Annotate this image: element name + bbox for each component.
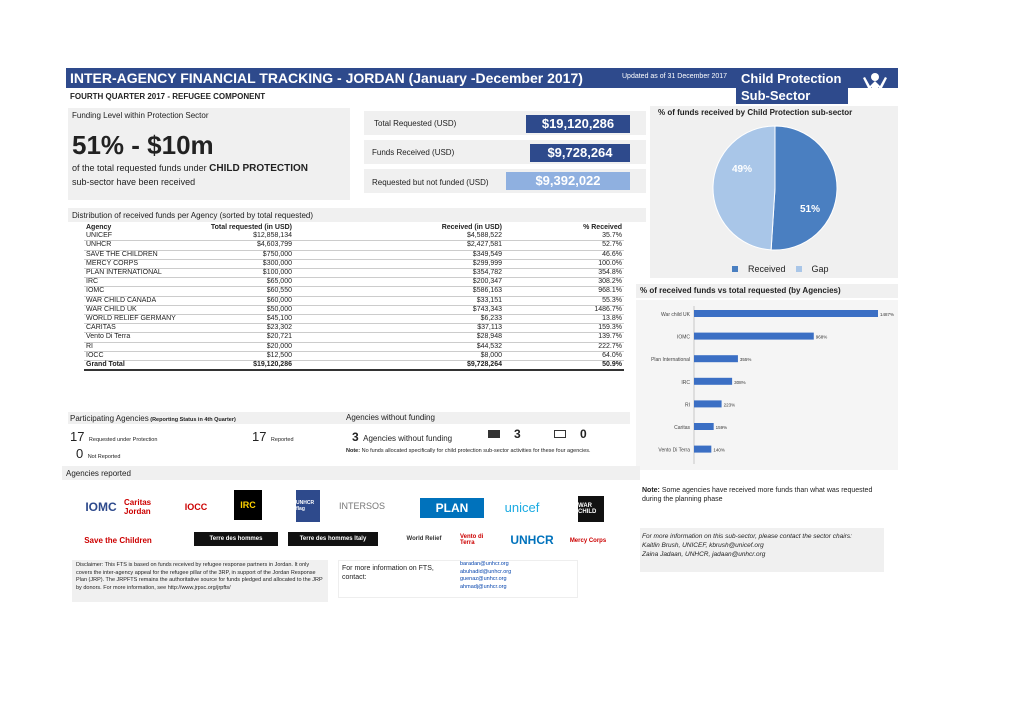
logo-terre-des-hommes: Terre des hommes — [194, 532, 278, 546]
table-row — [84, 305, 624, 314]
bar-category-label: IRC — [681, 379, 690, 386]
cell-received: $6,233 — [294, 315, 504, 324]
cell-pct: 100.0% — [504, 259, 624, 268]
fts-email-1[interactable]: baradan@unhcr.org — [460, 561, 509, 567]
cell-received: $8,000 — [294, 351, 504, 360]
un-count: 0 — [580, 427, 587, 441]
cell-requested: $65,000 — [184, 278, 294, 287]
cell-agency: UNHCR — [84, 241, 184, 250]
cell-agency: IOCC — [84, 351, 184, 360]
contact-info — [642, 532, 884, 559]
subtitle: FOURTH QUARTER 2017 - REFUGEE COMPONENT — [70, 92, 266, 101]
bar-value-label: 355% — [739, 357, 752, 363]
funding-desc-2: sub-sector have been received — [72, 177, 196, 187]
cell-requested: $4,603,799 — [184, 241, 294, 250]
bar-value-label: 308% — [734, 379, 746, 385]
cell-received: $200,347 — [294, 278, 504, 287]
cell-requested: $45,100 — [184, 315, 294, 324]
requested-count-block — [70, 428, 157, 446]
fts-emails — [460, 561, 511, 591]
th-agency: Agency — [86, 224, 112, 231]
table-row — [84, 287, 624, 296]
cell-pct: 968.1% — [504, 287, 624, 296]
participating-title-sub: (Reporting Status in 4th Quarter) — [148, 417, 236, 423]
cell-requested: $60,000 — [184, 296, 294, 305]
legend-received: Received — [748, 264, 786, 274]
ngo-count: 3 — [514, 427, 521, 441]
cell-agency: Vento Di Terra — [84, 333, 184, 342]
table-row — [84, 351, 624, 360]
bar-note-text: Some agencies have received more funds than what was requested during the planning phase — [642, 487, 873, 503]
without-funding-block — [352, 428, 452, 446]
bar-category-label: IOMC — [676, 334, 690, 341]
funding-desc-sector: CHILD PROTECTION — [209, 163, 309, 174]
bar-category-label: Caritas — [674, 425, 690, 431]
logo-terre-des-hommes-italy: Terre des hommes Italy — [288, 532, 378, 546]
funding-desc-1: of the total requested funds under — [72, 163, 207, 173]
table-row — [84, 232, 624, 241]
logo-iomc: IOMC — [85, 500, 117, 514]
participating-title-main: Participating Agencies — [70, 414, 149, 423]
cell-agency: PLAN INTERNATIONAL — [84, 269, 184, 278]
un-icon — [554, 430, 566, 438]
logo-caritas: Caritas Jordan — [124, 498, 152, 516]
cell-received: $354,782 — [294, 269, 504, 278]
cell-requested: $20,721 — [184, 333, 294, 342]
reported-count-block — [252, 428, 294, 446]
cell-received: $743,343 — [294, 305, 504, 314]
cell-agency: IRC — [84, 278, 184, 287]
disclaimer-text: Disclaimer: This FTS is based on funds received by refugee response partners in Jordan. It only covers the inter-agency appeal for the refugee pillar of the 3RP, in support of the Jordan Response Plan (JRP). The JRPFTS remains the authoritative source for funds pledged and allocated to the JRP by donors. For more information, see http://www.jrpsc.org/jrpfts/ — [76, 562, 323, 591]
requested-count: 17 — [70, 429, 85, 444]
without-funding-note-bold: Note: — [346, 448, 361, 454]
cell-requested: $20,000 — [184, 342, 294, 351]
cell-received: $28,948 — [294, 333, 504, 342]
funds-received-value: $9,728,264 — [530, 144, 630, 162]
cell-agency: WAR CHILD UK — [84, 305, 184, 314]
total-requested-label: Total Requested (USD) — [374, 119, 457, 128]
cell-agency: WAR CHILD CANADA — [84, 296, 184, 305]
table-row — [84, 342, 624, 351]
without-funding-title: Agencies without funding — [346, 413, 435, 422]
without-funding-label: Agencies without funding — [363, 434, 453, 443]
cell-requested: $60,550 — [184, 287, 294, 296]
not-funded-value: $9,392,022 — [506, 172, 630, 190]
bar-chart-title: % of received funds vs total requested (by Agencies) — [640, 286, 841, 295]
legend-swatch-received — [732, 266, 738, 272]
logo-vento-di-terra: Vento di Terra — [460, 534, 484, 546]
cell-pct: 308.2% — [504, 278, 624, 287]
cell-requested: $12,500 — [184, 351, 294, 360]
cell-agency: UNICEF — [84, 232, 184, 241]
cell-received: $44,532 — [294, 342, 504, 351]
cell-pct: 52.7% — [504, 241, 624, 250]
bar — [694, 446, 711, 453]
cell-received: $4,588,522 — [294, 232, 504, 241]
agencies-reported-title: Agencies reported — [66, 469, 131, 478]
cell-pct: 222.7% — [504, 342, 624, 351]
table-row — [84, 315, 624, 324]
bar-value-label: 140% — [713, 447, 725, 453]
total-requested-value: $19,120,286 — [526, 115, 630, 133]
fts-email-2[interactable]: abuhadid@unhcr.org — [460, 568, 512, 575]
cell-received: $299,999 — [294, 259, 504, 268]
bar — [694, 355, 738, 362]
logo-save-the-children: Save the Children — [84, 535, 152, 545]
logo-intersos: INTERSOS — [338, 501, 385, 511]
table-header — [84, 224, 624, 232]
logo-war-child: WAR CHILD — [578, 496, 604, 522]
pie-label-received: 51% — [800, 204, 821, 215]
table-row — [84, 278, 624, 287]
fts-email-3[interactable]: guenaz@unhcr.org — [460, 576, 507, 583]
bar-value-label: 968% — [815, 334, 828, 340]
bar — [694, 378, 732, 385]
sector-line2: Sub-Sector — [741, 88, 811, 103]
cell-pct: 35.7% — [504, 232, 624, 241]
cell-agency: MERCY CORPS — [84, 259, 184, 268]
funding-desc — [72, 163, 308, 174]
without-funding-count: 3 — [352, 430, 359, 444]
updated-date: Updated as of 31 December 2017 — [622, 73, 728, 80]
pie-slice-received — [771, 126, 837, 250]
logo-iocc: IOCC — [184, 502, 208, 512]
reported-count: 17 — [252, 429, 267, 444]
total-label: Grand Total — [84, 361, 184, 371]
cell-requested: $50,000 — [184, 305, 294, 314]
cell-received: $349,549 — [294, 250, 504, 259]
cell-requested: $750,000 — [184, 250, 294, 259]
table-title: Distribution of received funds per Agency (sorted by total requested) — [72, 211, 314, 220]
table-row — [84, 250, 624, 259]
sector-line1: Child Protection — [741, 71, 842, 86]
page-title: INTER-AGENCY FINANCIAL TRACKING - JORDAN (January -December 2017) — [70, 70, 583, 86]
logo-mercy-corps: Mercy Corps — [569, 538, 607, 544]
logo-world-relief: World Relief — [406, 536, 442, 542]
funding-level-label: Funding Level within Protection Sector — [72, 111, 209, 120]
th-pct: % Received — [583, 224, 622, 231]
pie-legend — [732, 264, 829, 274]
not-reported-count: 0 — [76, 446, 84, 461]
logo-unhcr: UNHCR — [510, 533, 554, 547]
bar — [694, 423, 714, 430]
bar-category-label: Vento Di Terra — [658, 447, 690, 454]
bar — [694, 400, 722, 407]
funds-received-label: Funds Received (USD) — [372, 148, 455, 157]
pie-title: % of funds received by Child Protection sub-sector — [658, 108, 853, 117]
table-row — [84, 296, 624, 305]
fts-contact-label: For more information on FTS, contact: — [342, 565, 434, 581]
table-row — [84, 241, 624, 250]
requested-count-label: Requested under Protection — [88, 437, 158, 443]
table-row — [84, 259, 624, 268]
cell-received: $2,427,581 — [294, 241, 504, 250]
cell-pct: 1486.7% — [504, 305, 624, 314]
cell-agency: SAVE THE CHILDREN — [84, 250, 184, 259]
cell-received: $33,151 — [294, 296, 504, 305]
bar-value-label: 159% — [715, 425, 728, 430]
table-row — [84, 324, 624, 333]
logo-irc: IRC — [234, 490, 262, 520]
logos-area — [62, 482, 640, 558]
total-pct: 50.9% — [504, 361, 624, 371]
not-funded-label: Requested but not funded (USD) — [372, 178, 489, 187]
contact-line1: For more information on this sub-sector, please contact the sector chairs: — [642, 533, 852, 540]
pie-slice-gap — [713, 126, 775, 250]
cell-pct: 64.0% — [504, 351, 624, 360]
bar — [694, 310, 878, 317]
family-icon — [860, 70, 890, 100]
pie-label-gap: 49% — [732, 164, 753, 175]
contact-line2: Kaitlin Brush, UNICEF, kbrush@unicef.org — [642, 542, 764, 549]
cell-pct: 55.3% — [504, 296, 624, 305]
fts-email-4[interactable]: ahmadj@unhcr.org — [460, 583, 507, 590]
legend-swatch-gap — [796, 266, 802, 272]
without-funding-note-text: No funds allocated specifically for child protection sub-sector activities for these four agencies. — [360, 448, 591, 454]
table-total-row — [84, 361, 624, 371]
not-reported-block — [76, 445, 120, 463]
cell-received: $37,113 — [294, 324, 504, 333]
cell-pct: 13.8% — [504, 315, 624, 324]
pie-chart — [700, 124, 850, 254]
participating-title — [70, 414, 236, 423]
bar-note-bold: Note: — [642, 487, 660, 494]
bar-value-label: 223% — [723, 402, 736, 408]
funding-level-big: 51% - $10m — [72, 130, 214, 160]
ngo-icon — [488, 430, 500, 438]
bar-chart — [636, 300, 898, 470]
total-received: $9,728,264 — [294, 361, 504, 371]
cell-requested: $300,000 — [184, 259, 294, 268]
cell-pct: 354.8% — [504, 269, 624, 278]
table-row — [84, 269, 624, 278]
cell-pct: 159.3% — [504, 324, 624, 333]
bar-category-label: RI — [685, 402, 690, 409]
cell-agency: WORLD RELIEF GERMANY — [84, 315, 184, 324]
cell-agency: RI — [84, 342, 184, 351]
cell-requested: $100,000 — [184, 269, 294, 278]
cell-pct: 139.7% — [504, 333, 624, 342]
agencies-reported-title-bar — [62, 466, 640, 480]
cell-requested: $23,302 — [184, 324, 294, 333]
th-requested: Total requested (in USD) — [210, 224, 292, 231]
contact-line3: Zaina Jadaan, UNHCR, jadaan@unhcr.org — [642, 551, 766, 558]
without-funding-note — [346, 448, 616, 455]
legend-gap: Gap — [811, 264, 829, 274]
bar-note — [642, 486, 892, 504]
total-requested: $19,120,286 — [184, 361, 294, 371]
logo-unicef: unicef — [504, 499, 540, 515]
bar — [694, 333, 814, 340]
cell-received: $586,163 — [294, 287, 504, 296]
table-row — [84, 333, 624, 342]
cell-requested: $12,858,134 — [184, 232, 294, 241]
reported-count-label: Reported — [270, 437, 294, 443]
bar-category-label: War child UK — [661, 312, 690, 318]
bar-value-label: 1487% — [880, 312, 895, 317]
not-reported-label: Not Reported — [87, 454, 121, 460]
logo-plan: PLAN — [420, 498, 484, 518]
cell-agency: CARITAS — [84, 324, 184, 333]
sector-name — [741, 70, 841, 104]
cell-pct: 46.6% — [504, 250, 624, 259]
agency-table — [84, 224, 624, 371]
cell-agency: IOMC — [84, 287, 184, 296]
th-received: Received (in USD) — [441, 224, 502, 231]
logo-unhcr-flag: UNHCR flag — [296, 490, 320, 522]
bar-category-label: Plan International — [651, 357, 690, 364]
